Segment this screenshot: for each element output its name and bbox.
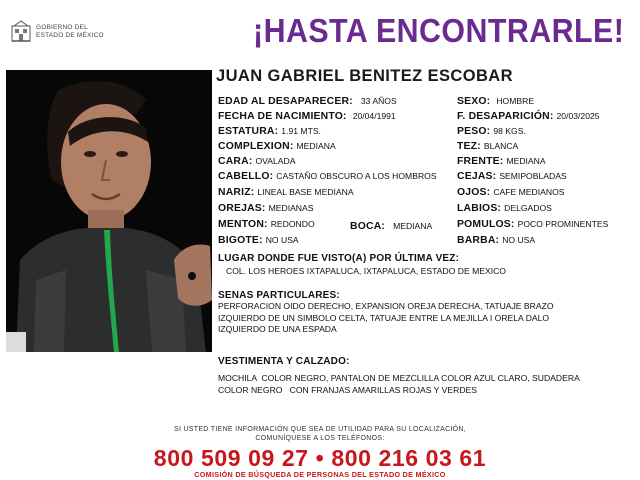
- field-label: CABELLO:: [218, 171, 274, 182]
- field-label: NARIZ:: [218, 187, 255, 198]
- field-value: BLANCA: [483, 141, 519, 151]
- phone-numbers: 800 509 09 27 • 800 216 03 61: [153, 445, 487, 471]
- contact-notice-line: SI USTED TIENE INFORMACIÓN QUE SEA DE UTILIDAD PARA SU LOCALIZACIÓN,: [173, 426, 467, 433]
- field-value: MEDIANA: [506, 156, 546, 166]
- last-seen-label: LUGAR DONDE FUE VISTO(A) POR ÚLTIMA VEZ:: [218, 253, 460, 264]
- field-value: MEDIANA: [296, 141, 336, 151]
- field-fecha-nacimiento: [218, 111, 396, 122]
- person-name: JUAN GABRIEL BENITEZ ESCOBAR: [216, 67, 513, 85]
- field-label: CARA:: [218, 156, 253, 167]
- field-value: SEMIPOBLADAS: [499, 171, 567, 181]
- field-pomulos: [457, 219, 608, 230]
- field-value: 20/03/2025: [556, 111, 600, 121]
- field-bigote: [218, 235, 299, 246]
- field-menton: [218, 219, 315, 230]
- particular-signs-line: IZQUIERDO DE UN SIMBOLO CELTA, TATUAJE ENTRE LA MEJILLA I ORELA DALO: [218, 312, 550, 323]
- field-tez: [457, 141, 518, 152]
- field-label: FRENTE:: [457, 156, 504, 167]
- photo-illustration: [6, 70, 212, 352]
- headline: ¡HASTA ENCONTRARLE!: [253, 12, 625, 49]
- person-photo: [6, 70, 212, 352]
- field-barba: [457, 235, 535, 246]
- field-orejas: [218, 203, 313, 214]
- logo-text-line2: ESTADO DE MÉXICO: [36, 32, 104, 39]
- field-value: REDONDO: [270, 219, 315, 229]
- government-logo: [10, 20, 120, 46]
- field-estatura: [218, 126, 321, 137]
- field-frente: [457, 156, 546, 167]
- field-value: 98 KGS.: [493, 126, 526, 136]
- field-value: DELGADOS: [504, 203, 552, 213]
- field-label: CEJAS:: [457, 171, 497, 182]
- state-coat-of-arms-icon: [10, 20, 32, 44]
- field-label: ESTATURA:: [218, 126, 279, 137]
- field-value: HOMBRE: [496, 96, 535, 106]
- particular-signs-text: [218, 301, 554, 336]
- field-label: BIGOTE:: [218, 235, 263, 246]
- field-value: CASTAÑO OBSCURO A LOS HOMBROS: [276, 171, 437, 181]
- field-fecha-desaparicion: [457, 111, 600, 122]
- field-value: LINEAL BASE MEDIANA: [257, 187, 354, 197]
- footer-commission: COMISIÓN DE BÚSQUEDA DE PERSONAS DEL ESTADO DE MÉXICO: [194, 470, 446, 479]
- field-sexo: [457, 96, 534, 107]
- clothing-line: MOCHILA COLOR NEGRO, PANTALON DE MEZCLILLA COLOR AZUL CLARO, SUDADERA: [218, 373, 580, 383]
- field-label: OREJAS:: [218, 203, 266, 214]
- field-label: FECHA DE NACIMIENTO:: [218, 111, 347, 122]
- particular-signs-line: IZQUIERDO DE UNA ESPADA: [218, 324, 337, 334]
- field-label: MENTON:: [218, 219, 268, 230]
- field-value: OVALADA: [255, 156, 296, 166]
- field-peso: [457, 126, 526, 137]
- field-value: MEDIANAS: [268, 203, 314, 213]
- field-label: LABIOS:: [457, 203, 502, 214]
- field-label: COMPLEXION:: [218, 141, 294, 152]
- contact-notice-line: COMUNÍQUESE A LOS TELÉFONOS:: [255, 434, 385, 442]
- field-value: CAFE MEDIANOS: [493, 187, 565, 197]
- field-label: BARBA:: [457, 235, 500, 246]
- clothing-label: VESTIMENTA Y CALZADO:: [218, 356, 350, 367]
- clothing-line: COLOR NEGRO CON FRANJAS AMARILLAS ROJAS Y VERDES: [218, 384, 477, 395]
- field-value: NO USA: [265, 235, 299, 245]
- field-value: NO USA: [502, 235, 536, 245]
- field-cabello: [218, 171, 437, 182]
- field-value: MEDIANA: [393, 221, 433, 231]
- particular-signs-line: PERFORACION OIDO DERECHO, EXPANSION OREJA DERECHA, TATUAJE BRAZO: [218, 301, 554, 311]
- field-value: POCO PROMINENTES: [517, 219, 609, 229]
- field-label: EDAD AL DESAPARECER:: [218, 96, 353, 107]
- field-label: OJOS:: [457, 187, 491, 198]
- field-label: BOCA:: [350, 221, 386, 232]
- field-value: 20/04/1991: [352, 111, 396, 121]
- logo-text-line1: GOBIERNO DEL: [36, 24, 88, 31]
- logo-text: [36, 24, 104, 40]
- field-cejas: [457, 171, 567, 182]
- field-label: POMULOS:: [457, 219, 515, 230]
- clothing-text: [218, 373, 580, 396]
- field-nariz: [218, 187, 354, 198]
- field-value: 33 AÑOS: [360, 96, 397, 106]
- field-cara: [218, 156, 295, 167]
- field-complexion: [218, 141, 336, 152]
- field-ojos: [457, 187, 565, 198]
- field-label: PESO:: [457, 126, 491, 137]
- contact-notice: [0, 426, 640, 443]
- field-label: SEXO:: [457, 96, 491, 107]
- field-label: F. DESAPARICIÓN:: [457, 111, 554, 122]
- last-seen-value: COL. LOS HEROES IXTAPALUCA, IXTAPALUCA, ESTADO DE MEXICO: [226, 266, 506, 276]
- field-edad: [218, 96, 397, 107]
- field-labios: [457, 203, 552, 214]
- field-boca: [350, 221, 432, 232]
- particular-signs-label: SENAS PARTICULARES:: [218, 290, 340, 301]
- field-label: TEZ:: [457, 141, 481, 152]
- field-value: 1.91 MTS.: [281, 126, 321, 136]
